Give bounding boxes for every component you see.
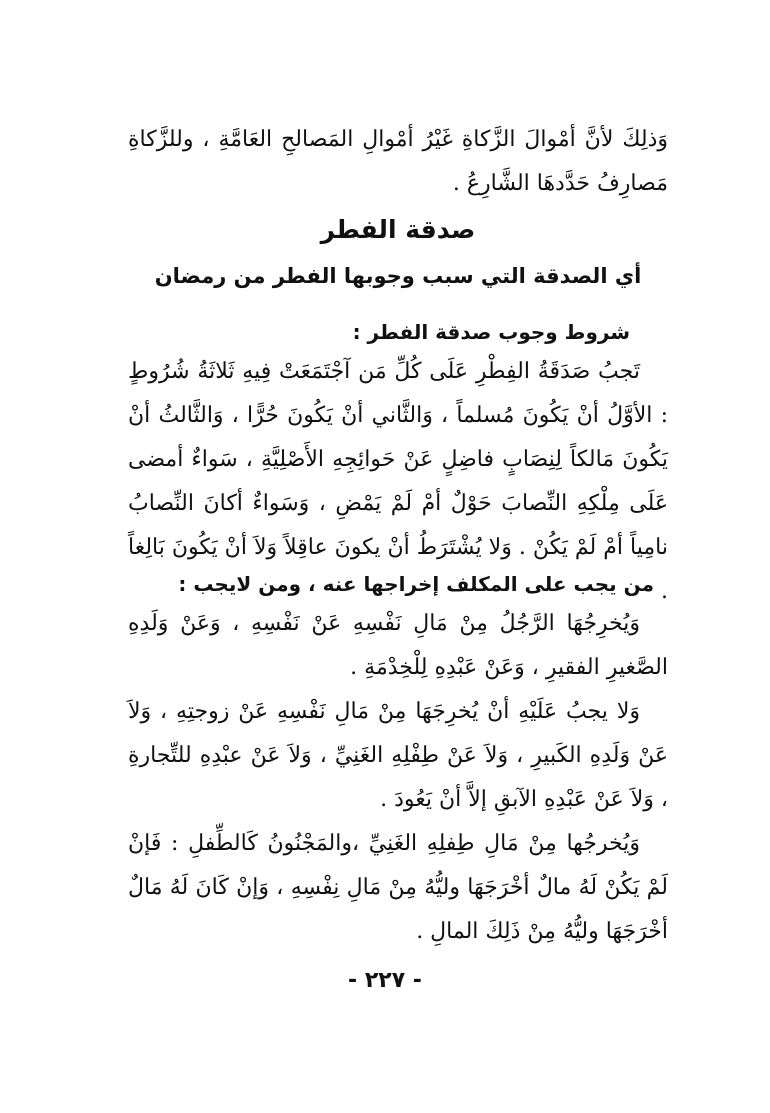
- intro-paragraph: وَذلِكَ لأنَّ أمْوالَ الزَّكاةِ غَيْرُ أمْوالِ المَصالحِ العَامَّةِ ، وللزَّكاةِ مَصارِفُ حَدَّدهَا الشَّارِعُ .: [128, 127, 668, 196]
- subheading-conditions: شروط وجوب صدقة الفطر :: [352, 320, 630, 344]
- paragraph-who-must: وَيُخرِجُهَا الرَّجُلُ مِنْ مَالِ نَفْسِهِ عَنْ نَفْسِهِ ، وَعَنْ وَلَدِهِ الصَّغيرِ الفقيرِ ، وَعَنْ عَبْدِهِ لِلْخِدْمَةِ .: [128, 611, 668, 680]
- page-number: - ٢٢٧ -: [348, 968, 422, 993]
- paragraph-child-insane: وَيُخرجُها مِنْ مَالِ طِفلِهِ الغَنِيِّ ،والمَجْنُونُ كَالطِّفلِ : فَإنْ لَمْ يَكُنْ لَهُ مالٌ أخْرَجَهَا وليُّهُ مِنْ مَالِ نِفْسِهِ ، وَإنْ كَانَ لَهُ مَالٌ أخْرَجَهَا وليُّهُ مِنْ ذَلِكَ المالِ .: [128, 831, 668, 944]
- paragraph-not-required: وَلا يجبُ عَلَيْهِ أنْ يُخرِجَهَا مِنْ مَالِ نَفْسِهِ عَنْ زوجتِهِ ، وَلاَ عَنْ وَلَدِهِ الكَبيرِ ، وَلاَ عَنْ طِفْلِهِ الغَنِيِّ ، وَلاَ عَنْ عبْدِهِ للتِّجارةِ ، وَلاَ عَنْ عَبْدِهِ الآبقِ إلاَّ أنْ يَعُودَ .: [128, 699, 668, 812]
- conditions-paragraph: تَجبُ صَدَقَةُ الفِطْرِ عَلَى كُلِّ مَن آجْتَمَعَتْ فِيهِ ثَلاثَةُ شُرُوطٍ : الأوَّلُ أنْ يَكُونَ مُسلماً ، وَالثَّاني أنْ يَكُونَ حُرًّا ، وَالثَّالثُ أنْ يَكُونَ مَالكاً لِنِصَابٍ فاضِلٍ عَنْ حَوائِجِهِ الأَصْلِيَّةِ ، سَواءٌ أمضى عَلَى مِلْكِهِ النِّصابَ حَوْلٌ أمْ لَمْ يَمْضِ ، وَسَواءٌ أكانَ النِّصابُ نامِياً أمْ لَمْ يَكُنْ . وَلا يُشْتَرَطُ أنْ يكونَ عاقِلاً وَلاَ أنْ يَكُونَ بَالِغاً .: [128, 359, 668, 604]
- subheading-who: من يجب على المكلف إخراجها عنه ، ومن لايجب :: [178, 572, 654, 596]
- section-subtitle: أي الصدقة التي سبب وجوبها الفطر من رمضان: [154, 264, 642, 288]
- section-title: صدقة الفطر: [320, 215, 476, 244]
